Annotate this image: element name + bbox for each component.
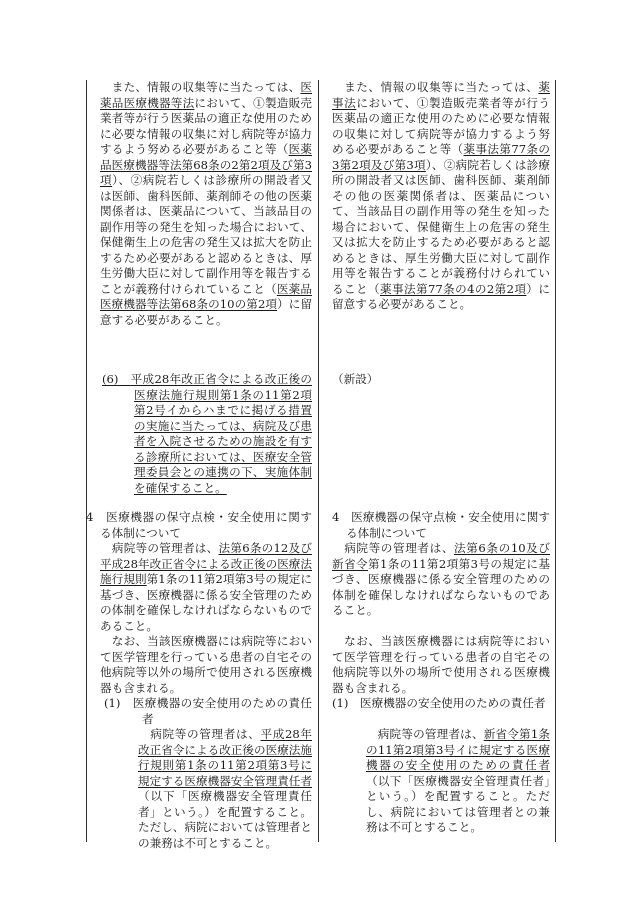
table-left-border: [86, 80, 87, 842]
table-right-border: [555, 80, 556, 842]
text-run: （以下「医療機器安全管理責任者」という。）を配置すること。ただし、病院においては管理者との兼務は不可とすること。: [366, 773, 550, 834]
right-section-4-heading: 4 医療機器の保守点検・安全使用に関する体制について: [332, 510, 550, 540]
text-run: 病院等の管理者は、: [100, 541, 219, 555]
text-run: 病院等の管理者は、: [332, 541, 455, 555]
text-run: また、情報の収集等に当たっては、: [332, 80, 539, 94]
underlined-amendment: 医薬品医療機器等法第68条の2第2項及び第3項: [100, 142, 312, 187]
right-item-1-body: [366, 727, 550, 836]
text-run: 病院等の管理者は、: [366, 727, 484, 741]
underlined-amendment: 薬事法第77条の4の2第2項: [379, 281, 527, 296]
right-section-4-paragraph-2: なお、当該医療機器には病院等において医学管理を行っている患者の自宅その他病院等以外の場所で使用される医療機器も含まれる。: [332, 634, 550, 695]
text-run: 第1条の11第2項第3号の規定に基づき、医療機器に係る安全管理のための体制を確保しなければならないものであること。: [332, 556, 550, 617]
underlined-amendment: 平成28年改正省令による改正後の医療法施行規則第1条の11第2項第3号に規定する医療機器安全管理責任者: [138, 727, 312, 788]
left-item-1-body: [138, 727, 312, 851]
left-item-6: [100, 372, 312, 496]
text-run: （以下「医療機器安全管理責任者」という。）を配置すること。ただし、病院においては管理者との兼務は不可とすること。: [138, 789, 312, 850]
text-run: また、情報の収集等に当たっては、: [100, 80, 301, 94]
underlined-amendment: 医薬品医療機器等法第68条の10の第2項: [100, 281, 312, 311]
underlined-amendment: 薬事法第77条の3第2項及び第3項: [332, 142, 550, 172]
right-new-label: （新設）: [332, 372, 379, 386]
underlined-amendment: 法第6条の12及び平成28年改正省令による改正後の医療法施行規則: [100, 541, 312, 586]
text-run: において、①製造販売業者等が行う医薬品の適正な使用のために必要な情報の収集に対し病院等が協力するよう努める必要があること等（: [100, 95, 312, 156]
left-section-4-paragraph-1: [100, 541, 312, 634]
left-item-6-number: (6): [102, 372, 119, 386]
text-run: 病院等の管理者は、: [138, 727, 261, 741]
right-info-paragraph: [332, 80, 550, 313]
underlined-amendment: 新省令第1条の11第2項第3号イに規定する医療機器の安全使用のための責任者: [366, 727, 550, 772]
right-section-4-paragraph-1: [332, 541, 550, 619]
text-run: ）、②病院若しくは診療所の開設者又は医師、歯科医師、薬剤師その他の医薬関係者は、医薬品について、当該品目の副作用等の発生を知った場合において、保健衛生上の危害の発生又は拡大を防止するため必要があると認めるときは、厚生労働大臣に対して副作用等を報告することが義務付けられていること（: [100, 173, 312, 296]
underlined-amendment: 法第6条の10及び新省令: [332, 541, 550, 571]
text-run: ）に留意する必要があること。: [332, 281, 550, 311]
text-run: 第1条の11第2項第3号の規定に基づき、医療機器に係る安全管理のための体制を確保しなければならないものであること。: [100, 572, 312, 633]
underlined-amendment: 薬事法: [332, 80, 550, 110]
left-item-6-text: 平成28年改正省令による改正後の医療法施行規則第1条の11第2項第2号イからハまでに掲げる措置の実施に当たっては、病院及び患者を入院させるための施設を有する診療所においては、医療安全管理委員会との連携の下、実施体制を確保すること。: [130, 372, 312, 495]
left-info-paragraph: [100, 80, 312, 328]
text-run: ）、②病院若しくは診療所の開設者又は医師、歯科医師、薬剤師その他の医薬関係者は、医薬品について、当該品目の副作用等の発生を知った場合において、保健衛生上の危害の発生又は拡大を防止するため必要があると認めるときは、厚生労働大臣に対して副作用等を報告することが義務付けられていること（: [332, 157, 550, 296]
left-item-1-heading: (1) 医療機器の安全使用のための責任者: [104, 696, 312, 726]
text-run: ）に留意する必要があること。: [100, 297, 312, 327]
right-item-1-heading: (1) 医療機器の安全使用のための責任者: [332, 696, 546, 710]
text-run: において、①製造販売業者等が行う医薬品の適正な使用のために必要な情報の収集に対して病院等が協力するよう努める必要があること等（: [332, 95, 550, 156]
table-center-divider: [318, 80, 319, 842]
left-section-4-paragraph-2: なお、当該医療機器には病院等において医学管理を行っている患者の自宅その他病院等以外の場所で使用される医療機器も含まれる。: [100, 634, 312, 695]
left-section-4-heading: 4 医療機器の保守点検・安全使用に関する体制について: [86, 510, 312, 540]
underlined-amendment: 医薬品医療機器等法: [100, 80, 312, 110]
